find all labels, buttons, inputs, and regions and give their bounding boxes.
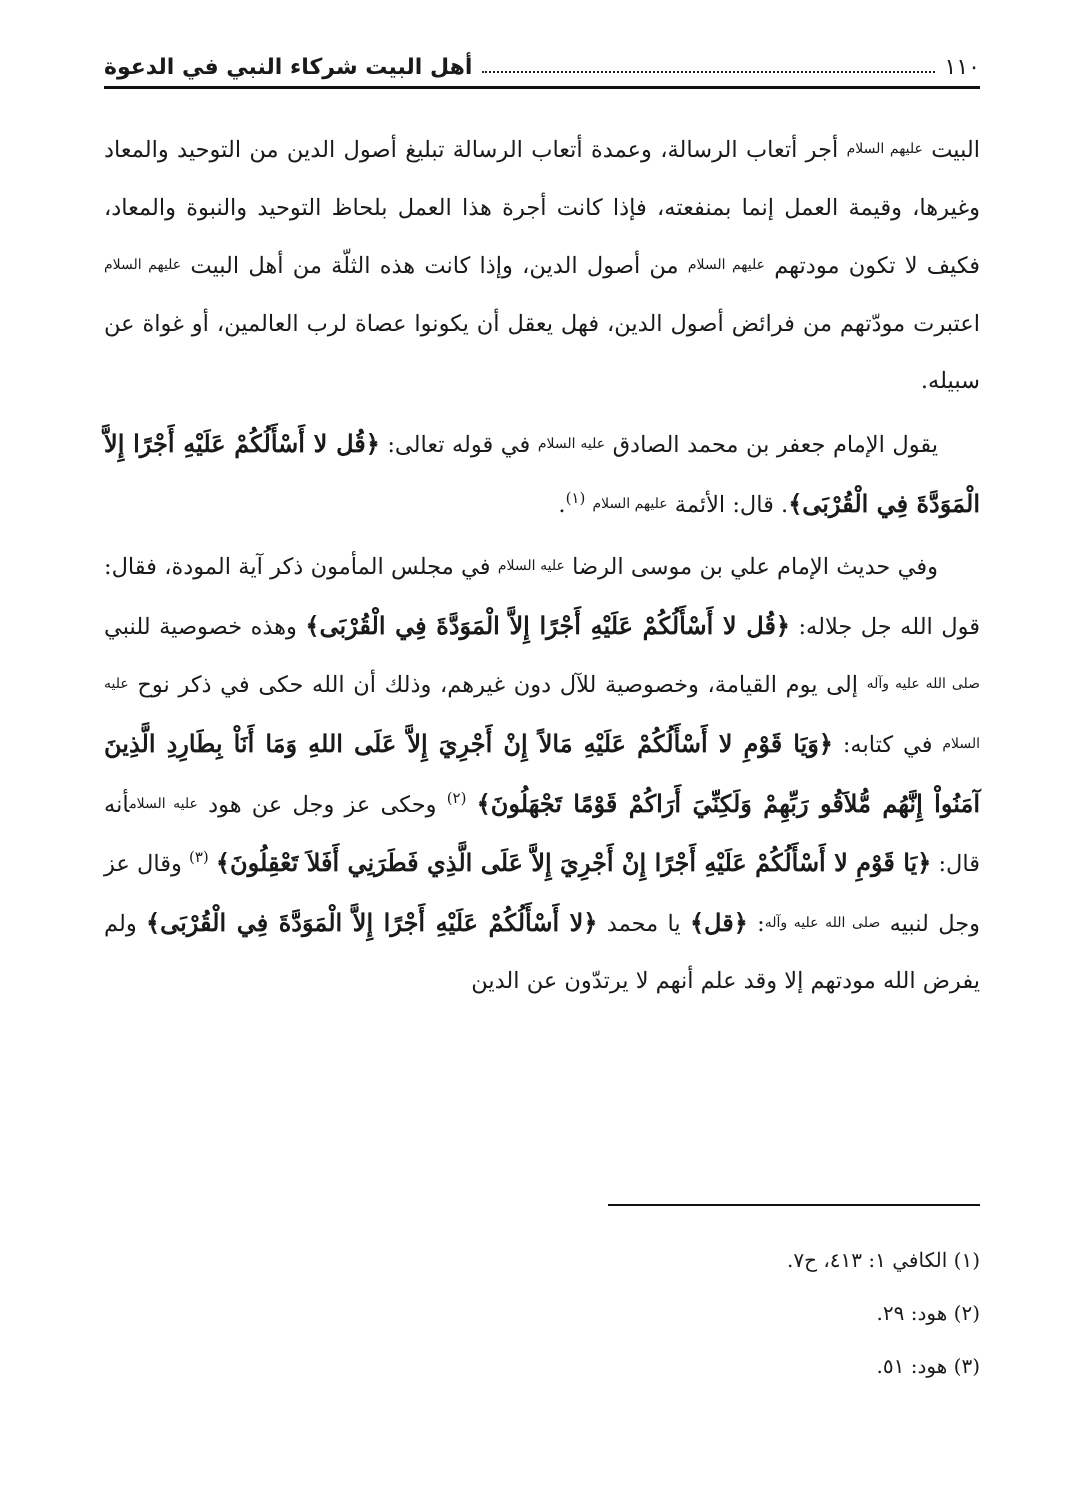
- text-span: أنه قال:: [104, 791, 980, 878]
- honorific-alayhi-mark: عليه السلام: [497, 558, 565, 575]
- text-span: ولم يفرض الله مودتهم إلا وقد علم أنهم لا يرتدّون عن الدين: [104, 910, 980, 995]
- text-span: وهذه خصوصية للنبي: [104, 613, 297, 640]
- page-number: ١١٠: [944, 55, 980, 80]
- footnotes: [104, 1234, 980, 1393]
- text-span: .: [558, 491, 566, 518]
- text-span: وقال عز وجل لنبيه: [104, 851, 981, 937]
- text-span: من أصول الدين، وإذا كانت هذه الثلّة من أهل البيت: [190, 253, 679, 280]
- footnote-3: (٣) هود: ٥١.: [876, 1354, 980, 1378]
- main-text: [104, 121, 980, 1011]
- footnote-ref-3[interactable]: (٣): [188, 848, 209, 867]
- honorific-alayhim-mark: عليهم السلام: [592, 495, 668, 512]
- text-span: وفي حديث الإمام علي بن موسى الرضا: [572, 554, 938, 581]
- quran-word: ﴿قل﴾: [689, 907, 748, 937]
- footnote-separator: [608, 1204, 980, 1206]
- honorific-salla-mark: صلى الله عليه وآله: [866, 676, 981, 693]
- header-dot-leader: [482, 71, 934, 73]
- text-span: في كتابه:: [842, 731, 933, 758]
- quran-verse: ﴿قُل لا أَسْأَلُكُمْ عَلَيْهِ أَجْرًا إِلاَّ الْمَوَدَّةَ فِي الْقُرْبَى﴾: [305, 610, 790, 640]
- honorific-alayhim-mark: عليهم السلام: [846, 141, 923, 157]
- honorific-alayhi-mark: عليه السلام: [129, 795, 198, 812]
- running-header: [104, 40, 980, 89]
- honorific-alayhi-mark: عليه السلام: [104, 676, 981, 752]
- footnote-ref-1[interactable]: (١): [565, 488, 586, 507]
- honorific-alayhi-mark: عليه السلام: [537, 435, 606, 452]
- text-span: البيت: [931, 137, 980, 163]
- footnote-2: (٢) هود: ٢٩.: [876, 1301, 980, 1325]
- text-span: يا محمد: [606, 910, 681, 937]
- text-span: يقول الإمام جعفر بن محمد الصادق: [612, 431, 939, 458]
- text-span: . قال: الأئمة: [674, 491, 789, 518]
- text-span: أجر أتعاب الرسالة، وعمدة أتعاب الرسالة تبليغ أصول الدين من التوحيد والمعاد وغيرها، وقيمة العمل إنما بمنفعته، فإذا كانت أجرة هذا العمل بلحاظ التوحيد والنبوة والمعاد، فكيف لا تكون مودتهم: [104, 137, 981, 280]
- honorific-salla-mark: صلى الله عليه وآله: [764, 914, 881, 931]
- paragraph-3: [104, 538, 980, 1011]
- text-span: في مجلس المأمون ذكر آية المودة، فقال: قول الله جل جلاله:: [104, 554, 980, 640]
- footnote-ref-2[interactable]: (٢): [446, 788, 467, 807]
- paragraph-2: [104, 415, 980, 534]
- footnote-1: (١) الكافي ١: ٤١٣، ح٧.: [786, 1248, 980, 1272]
- text-span: اعتبرت مودّتهم من فرائض أصول الدين، فهل يعقل أن يكونوا عصاة لرب العالمين، أو غواة عن سبيله.: [104, 310, 980, 395]
- text-span: إلى يوم القيامة، وخصوصية للآل دون غيرهم، وذلك أن الله حكى في ذكر نوح: [137, 672, 858, 699]
- book-page: [104, 40, 980, 1011]
- text-span: في قوله تعالى:: [387, 431, 531, 458]
- paragraph-1: [104, 121, 980, 411]
- quran-verse: ﴿قُل لا أَسْأَلُكُمْ عَلَيْهِ أَجْرًا إِلاَّ الْمَوَدَّةَ فِي الْقُرْبَى﴾: [104, 428, 980, 518]
- honorific-alayhim-mark: عليهم السلام: [687, 257, 765, 274]
- quran-verse: ﴿وَيَا قَوْمِ لا أَسْأَلُكُمْ عَلَيْهِ مَالاً إِنْ أَجْرِيَ إِلاَّ عَلَى اللهِ وَمَا أَنَاْ بِطَارِدِ الَّذِينَ آمَنُواْ إِنَّهُم مُّلاَقُو رَبِّهِمْ وَلَكِنِّيَ أَرَاكُمْ قَوْمًا تَجْهَلُونَ﴾: [104, 728, 980, 818]
- text-span: وحكى عز وجل عن هود: [208, 791, 437, 818]
- quran-verse: ﴿يَا قَوْمِ لا أَسْأَلُكُمْ عَلَيْهِ أَجْرًا إِنْ أَجْرِيَ إِلاَّ عَلَى الَّذِي فَطَرَنِي أَفَلاَ تَعْقِلُونَ﴾: [215, 848, 932, 878]
- text-span: :: [757, 910, 765, 937]
- quran-verse: ﴿لا أَسْأَلُكُمْ عَلَيْهِ أَجْرًا إِلاَّ الْمَوَدَّةَ فِي الْقُرْبَى﴾: [146, 907, 598, 937]
- running-title: أهل البيت شركاء النبي في الدعوة: [104, 55, 473, 80]
- honorific-alayhim-mark: عليهم السلام: [104, 257, 182, 274]
